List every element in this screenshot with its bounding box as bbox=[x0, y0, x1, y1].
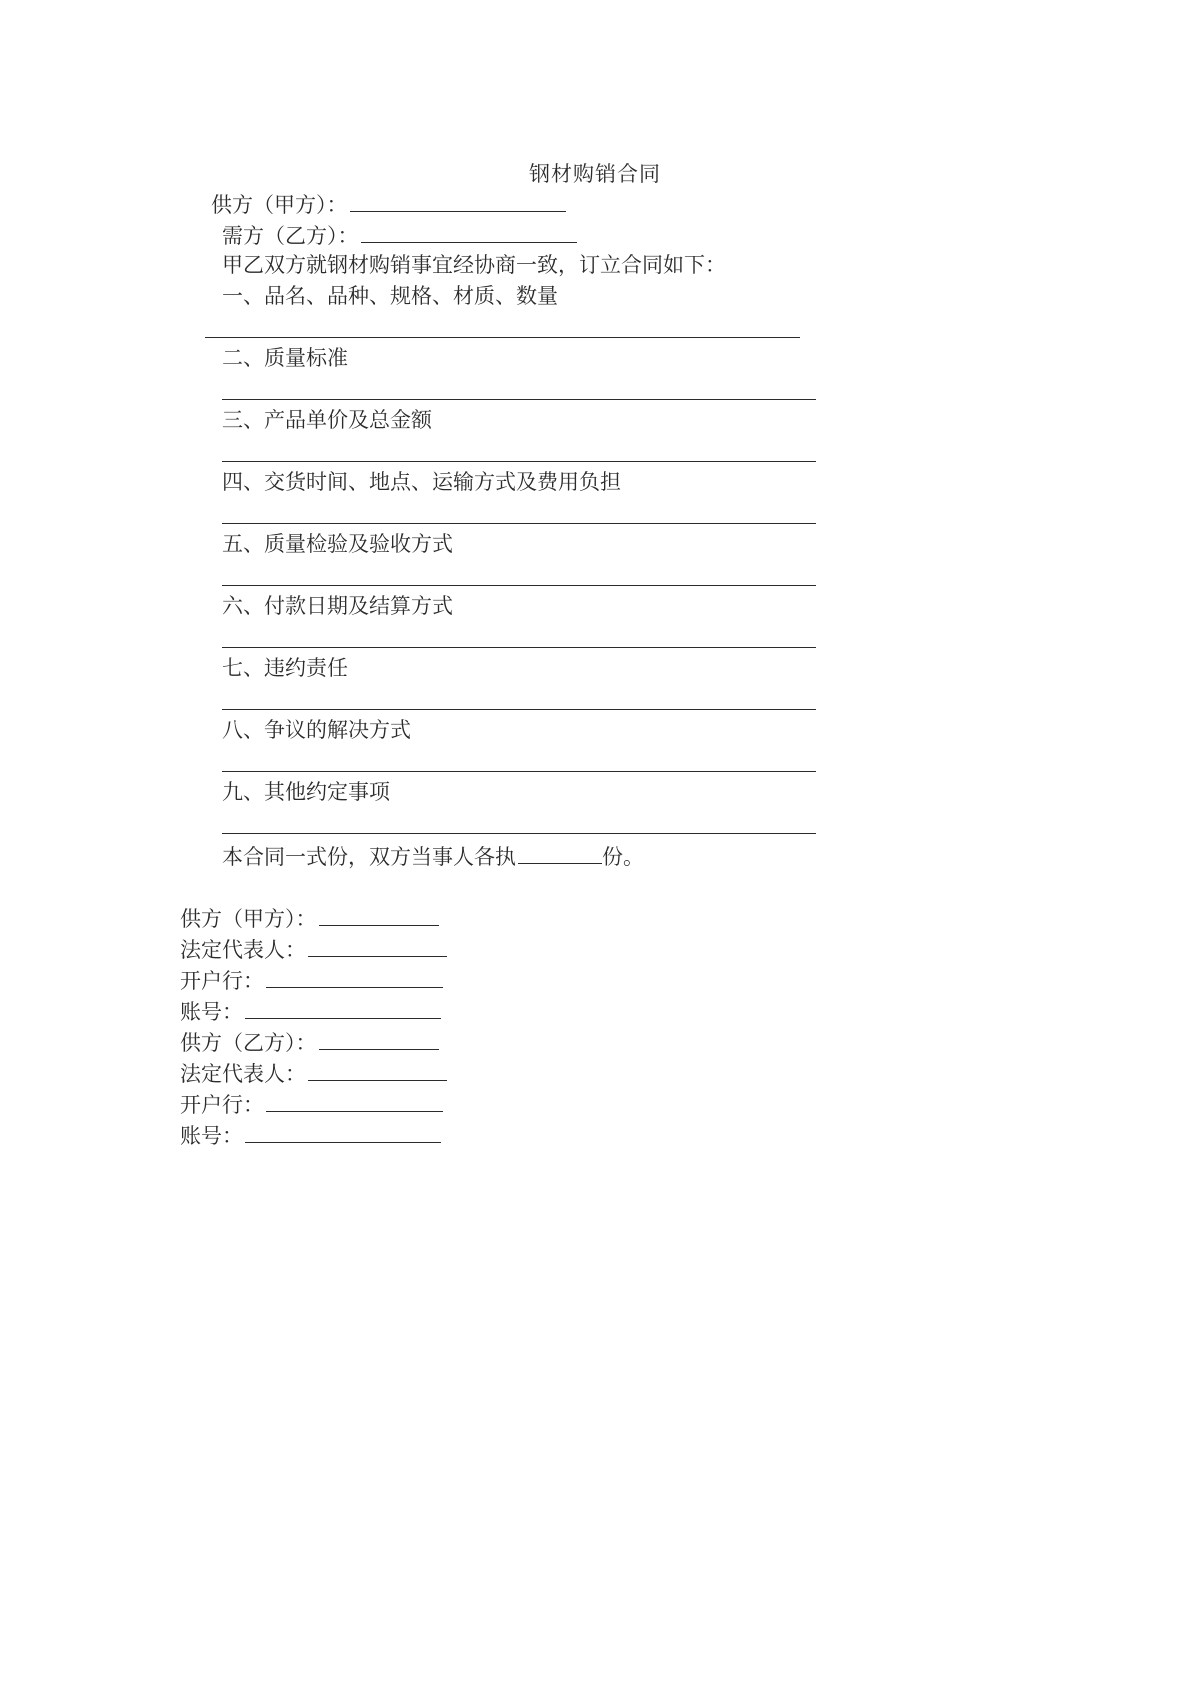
party-b-field bbox=[180, 1027, 439, 1057]
clause-5-heading: 五、质量检验及验收方式 bbox=[222, 532, 453, 556]
clause-8-heading: 八、争议的解决方式 bbox=[222, 718, 411, 742]
supplier-field bbox=[211, 189, 566, 219]
party-b-bank-label: 开户行： bbox=[180, 1093, 264, 1117]
copies-statement bbox=[222, 841, 644, 871]
clause-4-blank-line bbox=[222, 523, 816, 524]
party-b-label: 供方（乙方）： bbox=[180, 1031, 317, 1055]
party-a-rep-field bbox=[180, 934, 447, 964]
copies-text-before: 本合同一式份，双方当事人各执 bbox=[222, 845, 516, 869]
buyer-blank bbox=[361, 220, 577, 243]
buyer-field bbox=[222, 220, 577, 250]
clause-5-blank-line bbox=[222, 585, 816, 586]
party-a-rep-label: 法定代表人： bbox=[180, 938, 306, 962]
clause-4-heading: 四、交货时间、地点、运输方式及费用负担 bbox=[222, 470, 621, 494]
party-b-rep-field bbox=[180, 1058, 447, 1088]
copies-text-after: 份。 bbox=[602, 845, 644, 869]
clause-3-heading: 三、产品单价及总金额 bbox=[222, 408, 432, 432]
party-a-account-blank bbox=[245, 996, 441, 1019]
party-b-account-field bbox=[180, 1120, 441, 1150]
clause-7-heading: 七、违约责任 bbox=[222, 656, 348, 680]
party-a-account-label: 账号： bbox=[180, 1000, 243, 1024]
clause-9-heading: 九、其他约定事项 bbox=[222, 780, 390, 804]
clause-9-blank-line bbox=[222, 833, 816, 834]
party-a-field bbox=[180, 903, 439, 933]
party-a-bank-label: 开户行： bbox=[180, 969, 264, 993]
intro-text: 甲乙双方就钢材购销事宜经协商一致，订立合同如下： bbox=[222, 253, 726, 277]
clause-1-heading: 一、品名、品种、规格、材质、数量 bbox=[222, 284, 558, 308]
clause-6-blank-line bbox=[222, 647, 816, 648]
party-b-rep-blank bbox=[308, 1058, 447, 1081]
party-b-bank-blank bbox=[266, 1089, 443, 1112]
party-a-account-field bbox=[180, 996, 441, 1026]
clause-6-heading: 六、付款日期及结算方式 bbox=[222, 594, 453, 618]
party-b-account-blank bbox=[245, 1120, 441, 1143]
party-b-blank bbox=[319, 1027, 439, 1050]
copies-blank bbox=[518, 841, 602, 864]
clause-8-blank-line bbox=[222, 771, 816, 772]
clause-2-blank-line bbox=[222, 399, 816, 400]
party-a-rep-blank bbox=[308, 934, 447, 957]
clause-2-heading: 二、质量标准 bbox=[222, 346, 348, 370]
clause-1-blank-line bbox=[205, 337, 800, 338]
party-b-rep-label: 法定代表人： bbox=[180, 1062, 306, 1086]
clause-7-blank-line bbox=[222, 709, 816, 710]
document-title: 钢材购销合同 bbox=[529, 162, 661, 186]
supplier-blank bbox=[350, 189, 566, 212]
supplier-label: 供方（甲方）： bbox=[211, 193, 348, 217]
party-b-account-label: 账号： bbox=[180, 1124, 243, 1148]
buyer-label: 需方（乙方）： bbox=[222, 224, 359, 248]
party-b-bank-field bbox=[180, 1089, 443, 1119]
party-a-bank-field bbox=[180, 965, 443, 995]
clause-3-blank-line bbox=[222, 461, 816, 462]
party-a-bank-blank bbox=[266, 965, 443, 988]
party-a-label: 供方（甲方）： bbox=[180, 907, 317, 931]
party-a-blank bbox=[319, 903, 439, 926]
